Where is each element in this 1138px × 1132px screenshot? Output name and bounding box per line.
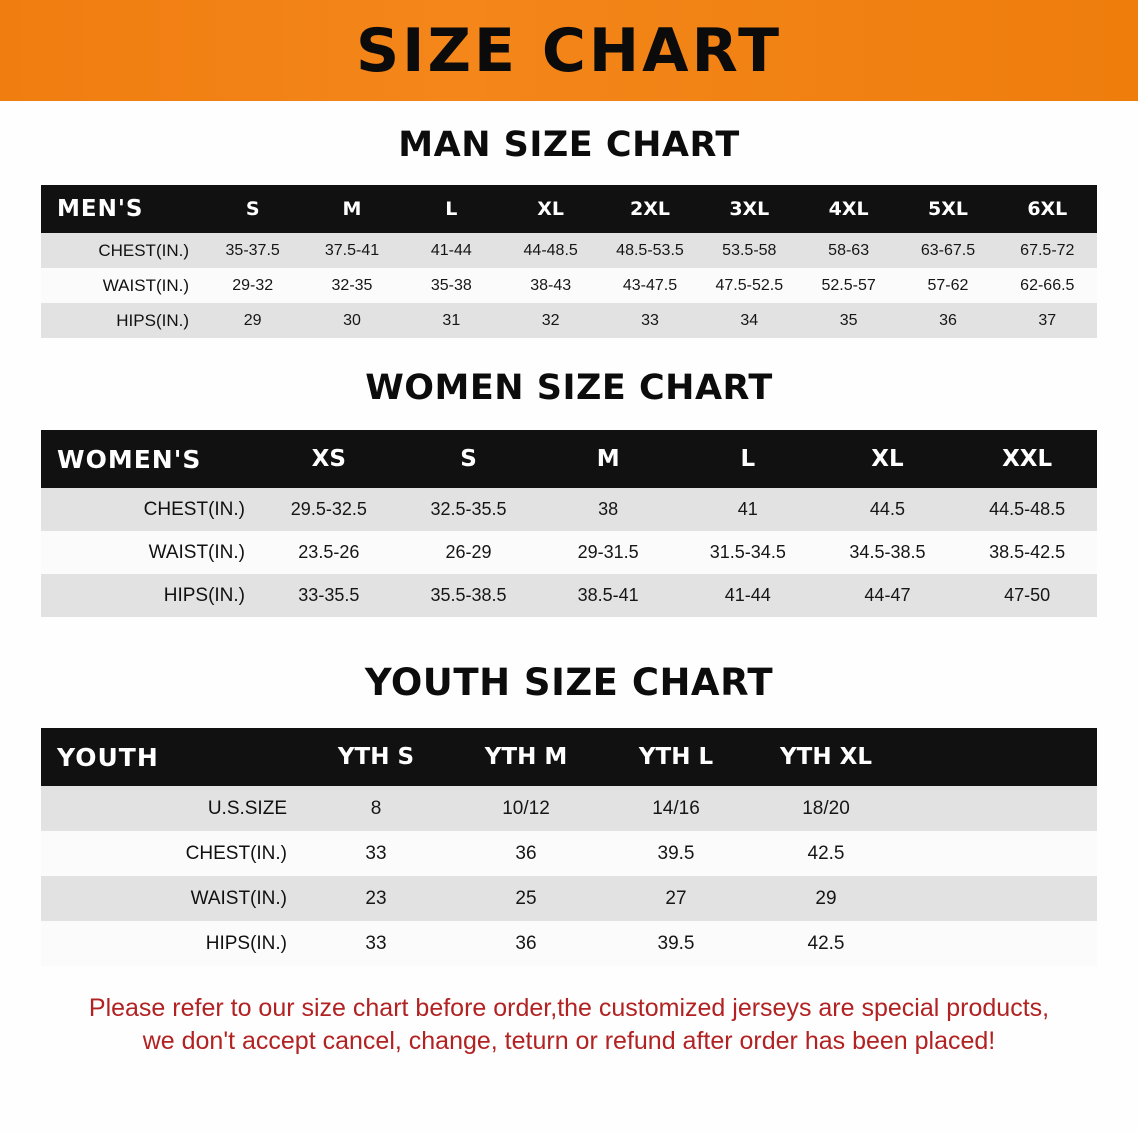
youth-cell-3-3: 42.5	[751, 921, 901, 966]
man-cell-1-5: 47.5-52.5	[700, 268, 799, 303]
man-row-label-0: CHEST(IN.)	[41, 233, 203, 268]
youth-cell-0-spacer	[901, 786, 1097, 831]
man-header-cell-1: S	[203, 185, 302, 233]
table-row	[41, 921, 1097, 966]
women-cell-1-0: 23.5-26	[259, 531, 399, 574]
women-cell-2-3: 41-44	[678, 574, 818, 617]
man-row-label-1: WAIST(IN.)	[41, 268, 203, 303]
man-cell-0-0: 35-37.5	[203, 233, 302, 268]
man-size-table	[41, 185, 1097, 338]
man-table-wrapper	[0, 185, 1138, 338]
youth-cell-2-spacer	[901, 876, 1097, 921]
youth-row-label-0: U.S.SIZE	[41, 786, 301, 831]
man-section-heading: MAN SIZE CHART	[398, 125, 740, 165]
women-header-cell-4: L	[678, 430, 818, 488]
youth-header-cell-1: YTH S	[301, 728, 451, 786]
man-cell-0-6: 58-63	[799, 233, 898, 268]
man-cell-2-8: 37	[998, 303, 1097, 338]
man-cell-2-5: 34	[700, 303, 799, 338]
youth-cell-3-0: 33	[301, 921, 451, 966]
women-cell-2-1: 35.5-38.5	[399, 574, 539, 617]
youth-row-label-1: CHEST(IN.)	[41, 831, 301, 876]
youth-header-cell-4: YTH XL	[751, 728, 901, 786]
man-cell-0-3: 44-48.5	[501, 233, 600, 268]
women-header-cell-2: S	[399, 430, 539, 488]
women-cell-1-1: 26-29	[399, 531, 539, 574]
youth-header-cell-2: YTH M	[451, 728, 601, 786]
table-row	[41, 531, 1097, 574]
women-row-label-2: HIPS(IN.)	[41, 574, 259, 617]
disclaimer-note	[34, 992, 1104, 1058]
man-cell-1-3: 38-43	[501, 268, 600, 303]
youth-size-table	[41, 728, 1097, 966]
banner	[0, 0, 1138, 101]
table-row	[41, 574, 1097, 617]
youth-cell-1-spacer	[901, 831, 1097, 876]
women-table-head	[41, 430, 1097, 488]
man-cell-1-1: 32-35	[302, 268, 401, 303]
youth-row-label-2: WAIST(IN.)	[41, 876, 301, 921]
man-cell-0-4: 48.5-53.5	[600, 233, 699, 268]
man-cell-1-2: 35-38	[402, 268, 501, 303]
man-cell-1-0: 29-32	[203, 268, 302, 303]
women-cell-0-3: 41	[678, 488, 818, 531]
youth-cell-0-2: 14/16	[601, 786, 751, 831]
man-cell-2-4: 33	[600, 303, 699, 338]
youth-cell-0-3: 18/20	[751, 786, 901, 831]
women-row-label-0: CHEST(IN.)	[41, 488, 259, 531]
table-header-row	[41, 185, 1097, 233]
youth-row-label-3: HIPS(IN.)	[41, 921, 301, 966]
women-header-cell-1: XS	[259, 430, 399, 488]
man-header-cell-4: XL	[501, 185, 600, 233]
youth-cell-1-0: 33	[301, 831, 451, 876]
youth-cell-2-0: 23	[301, 876, 451, 921]
man-header-cell-5: 2XL	[600, 185, 699, 233]
man-cell-1-4: 43-47.5	[600, 268, 699, 303]
man-header-cell-7: 4XL	[799, 185, 898, 233]
youth-table-body	[41, 786, 1097, 966]
women-header-cell-3: M	[538, 430, 678, 488]
women-section-heading: WOMEN SIZE CHART	[365, 368, 773, 408]
women-cell-1-2: 29-31.5	[538, 531, 678, 574]
women-header-cell-6: XXL	[957, 430, 1097, 488]
women-cell-2-4: 44-47	[818, 574, 958, 617]
man-cell-2-0: 29	[203, 303, 302, 338]
man-cell-2-1: 30	[302, 303, 401, 338]
women-cell-1-4: 34.5-38.5	[818, 531, 958, 574]
youth-cell-2-1: 25	[451, 876, 601, 921]
women-cell-1-5: 38.5-42.5	[957, 531, 1097, 574]
youth-cell-0-0: 8	[301, 786, 451, 831]
man-cell-0-5: 53.5-58	[700, 233, 799, 268]
youth-header-spacer	[901, 728, 1097, 786]
table-row	[41, 268, 1097, 303]
man-header-cell-8: 5XL	[898, 185, 997, 233]
man-cell-2-7: 36	[898, 303, 997, 338]
youth-cell-3-2: 39.5	[601, 921, 751, 966]
disclaimer-line-1: Please refer to our size chart before order,the customized jerseys are special products,	[88, 994, 1050, 1022]
youth-cell-2-2: 27	[601, 876, 751, 921]
table-header-row	[41, 728, 1097, 786]
youth-cell-3-1: 36	[451, 921, 601, 966]
women-header-cell-5: XL	[818, 430, 958, 488]
man-cell-1-7: 57-62	[898, 268, 997, 303]
youth-table-head	[41, 728, 1097, 786]
table-row	[41, 488, 1097, 531]
man-cell-0-1: 37.5-41	[302, 233, 401, 268]
man-header-cell-0: MEN'S	[41, 185, 203, 233]
women-cell-2-0: 33-35.5	[259, 574, 399, 617]
women-cell-0-2: 38	[538, 488, 678, 531]
youth-cell-0-1: 10/12	[451, 786, 601, 831]
youth-section-heading: YOUTH SIZE CHART	[364, 661, 774, 704]
youth-header-cell-3: YTH L	[601, 728, 751, 786]
women-row-label-1: WAIST(IN.)	[41, 531, 259, 574]
table-row	[41, 876, 1097, 921]
man-cell-0-7: 63-67.5	[898, 233, 997, 268]
youth-cell-1-2: 39.5	[601, 831, 751, 876]
man-cell-2-6: 35	[799, 303, 898, 338]
youth-cell-3-spacer	[901, 921, 1097, 966]
man-header-cell-9: 6XL	[998, 185, 1097, 233]
youth-cell-1-1: 36	[451, 831, 601, 876]
youth-cell-2-3: 29	[751, 876, 901, 921]
women-header-cell-0: WOMEN'S	[41, 430, 259, 488]
table-row	[41, 303, 1097, 338]
women-size-table	[41, 430, 1097, 617]
man-header-cell-6: 3XL	[700, 185, 799, 233]
man-row-label-2: HIPS(IN.)	[41, 303, 203, 338]
man-cell-0-2: 41-44	[402, 233, 501, 268]
man-header-cell-2: M	[302, 185, 401, 233]
women-cell-2-2: 38.5-41	[538, 574, 678, 617]
table-row	[41, 233, 1097, 268]
man-cell-2-2: 31	[402, 303, 501, 338]
man-cell-0-8: 67.5-72	[998, 233, 1097, 268]
youth-table-wrapper	[0, 728, 1138, 966]
women-cell-0-4: 44.5	[818, 488, 958, 531]
man-cell-1-6: 52.5-57	[799, 268, 898, 303]
table-row	[41, 831, 1097, 876]
man-cell-1-8: 62-66.5	[998, 268, 1097, 303]
women-table-wrapper	[0, 430, 1138, 617]
women-cell-0-0: 29.5-32.5	[259, 488, 399, 531]
women-cell-1-3: 31.5-34.5	[678, 531, 818, 574]
women-cell-0-1: 32.5-35.5	[399, 488, 539, 531]
man-header-cell-3: L	[402, 185, 501, 233]
women-cell-0-5: 44.5-48.5	[957, 488, 1097, 531]
table-header-row	[41, 430, 1097, 488]
women-cell-2-5: 47-50	[957, 574, 1097, 617]
women-table-body	[41, 488, 1097, 617]
banner-title: SIZE CHART	[355, 15, 783, 86]
youth-cell-1-3: 42.5	[751, 831, 901, 876]
man-table-head	[41, 185, 1097, 233]
youth-header-cell-0: YOUTH	[41, 728, 301, 786]
man-table-body	[41, 233, 1097, 338]
man-cell-2-3: 32	[501, 303, 600, 338]
table-row	[41, 786, 1097, 831]
disclaimer-line-2: we don't accept cancel, change, teturn or refund after order has been placed!	[142, 1027, 996, 1055]
